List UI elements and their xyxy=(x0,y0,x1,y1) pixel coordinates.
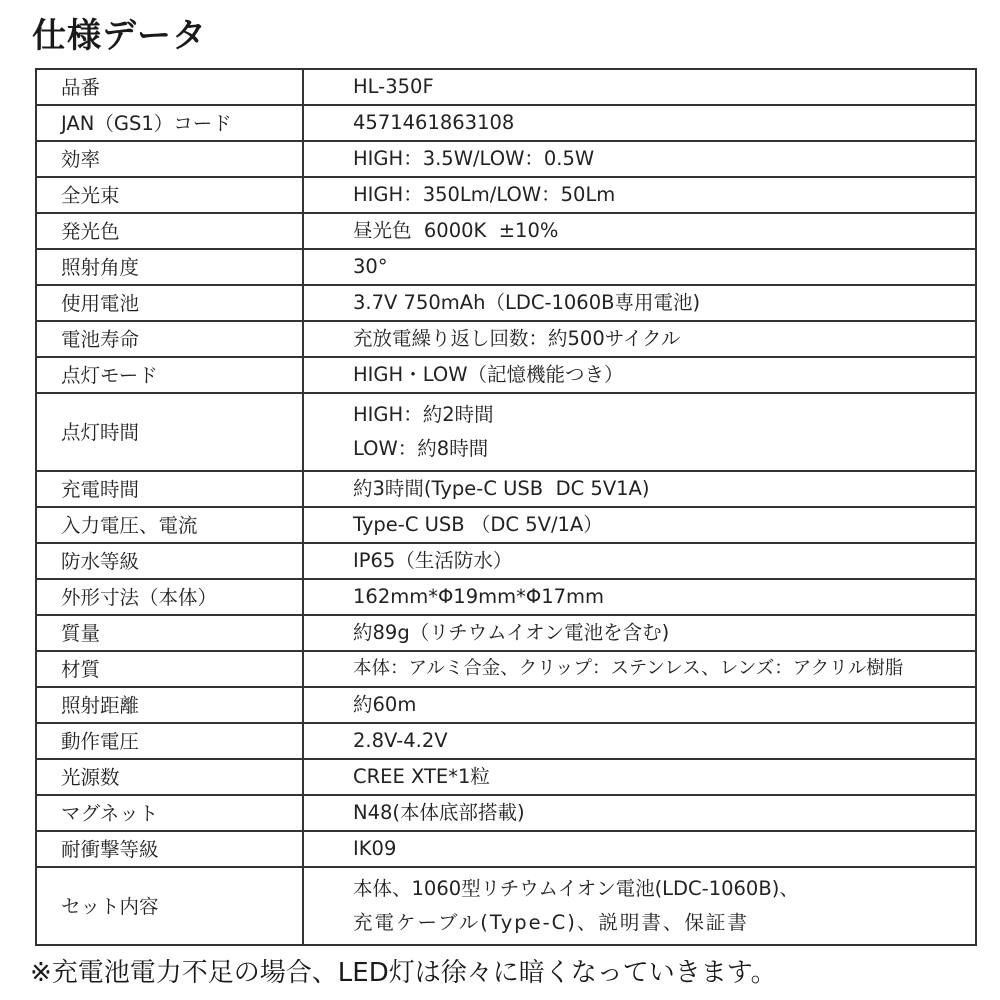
spec-value xyxy=(303,723,976,759)
table-row xyxy=(36,249,976,285)
spec-label: 点灯時間 xyxy=(36,393,303,471)
spec-label: JAN（GS1）コード xyxy=(36,105,303,141)
spec-value-line: CREE XTE*1粒 xyxy=(353,765,490,788)
spec-value-line: 2.8V-4.2V xyxy=(353,729,448,752)
spec-label: 質量 xyxy=(36,615,303,651)
spec-label: 動作電圧 xyxy=(36,723,303,759)
spec-value xyxy=(303,615,976,651)
spec-value xyxy=(303,249,976,285)
page-title: 仕様データ xyxy=(32,16,207,56)
spec-value xyxy=(303,321,976,357)
table-row xyxy=(36,615,976,651)
footnote: ※充電池電力不足の場合、LED灯は徐々に暗くなっていきます。 xyxy=(30,958,777,988)
spec-table-body xyxy=(36,69,976,945)
spec-value-line: 充電ケーブル(Type-C)、説明書、保証書 xyxy=(353,911,749,934)
spec-value xyxy=(303,393,976,471)
spec-label: 照射角度 xyxy=(36,249,303,285)
spec-label: 使用電池 xyxy=(36,285,303,321)
spec-value xyxy=(303,543,976,579)
table-row xyxy=(36,393,976,471)
spec-label: 充電時間 xyxy=(36,471,303,507)
table-row xyxy=(36,759,976,795)
spec-label: 品番 xyxy=(36,69,303,105)
table-row xyxy=(36,105,976,141)
table-row xyxy=(36,141,976,177)
spec-value xyxy=(303,795,976,831)
spec-label: 点灯モード xyxy=(36,357,303,393)
spec-value-line: HL-350F xyxy=(353,75,434,98)
spec-value xyxy=(303,357,976,393)
spec-value xyxy=(303,831,976,867)
table-row xyxy=(36,723,976,759)
spec-value xyxy=(303,867,976,945)
spec-value-line: 充放電繰り返し回数：約500サイクル xyxy=(353,327,681,350)
spec-value-line: HIGH・LOW（記憶機能つき） xyxy=(353,363,624,386)
table-row xyxy=(36,687,976,723)
table-row xyxy=(36,357,976,393)
spec-value-line: 4571461863108 xyxy=(353,111,515,134)
spec-value xyxy=(303,651,976,687)
spec-value xyxy=(303,579,976,615)
spec-label: セット内容 xyxy=(36,867,303,945)
table-row xyxy=(36,651,976,687)
spec-value-line: 30° xyxy=(353,255,388,278)
table-row xyxy=(36,213,976,249)
spec-label: 光源数 xyxy=(36,759,303,795)
spec-value xyxy=(303,687,976,723)
table-row xyxy=(36,471,976,507)
spec-value xyxy=(303,69,976,105)
spec-value-line: Type-C USB （DC 5V/1A） xyxy=(353,513,603,536)
table-row xyxy=(36,321,976,357)
spec-value-line: 約89g（リチウムイオン電池を含む) xyxy=(353,621,670,644)
table-row xyxy=(36,177,976,213)
spec-label: 外形寸法（本体） xyxy=(36,579,303,615)
table-row xyxy=(36,795,976,831)
spec-value-line: HIGH：約2時間 xyxy=(353,403,494,426)
spec-value xyxy=(303,471,976,507)
spec-value xyxy=(303,105,976,141)
spec-value xyxy=(303,507,976,543)
spec-value xyxy=(303,213,976,249)
spec-value-line: IK09 xyxy=(353,837,397,860)
table-row xyxy=(36,831,976,867)
spec-label: 耐衝撃等級 xyxy=(36,831,303,867)
spec-value-line: 約3時間(Type-C USB DC 5V1A) xyxy=(353,477,650,500)
spec-label: マグネット xyxy=(36,795,303,831)
table-row xyxy=(36,579,976,615)
table-row xyxy=(36,285,976,321)
spec-value-line: 162mm*Φ19mm*Φ17mm xyxy=(353,585,605,608)
table-row xyxy=(36,69,976,105)
spec-value xyxy=(303,285,976,321)
spec-value xyxy=(303,177,976,213)
spec-value-line: HIGH：3.5W/LOW：0.5W xyxy=(353,147,595,170)
spec-label: 防水等級 xyxy=(36,543,303,579)
spec-label: 材質 xyxy=(36,651,303,687)
spec-value-line: N48(本体底部搭載) xyxy=(353,801,525,824)
spec-value-line: LOW：約8時間 xyxy=(353,437,489,460)
spec-value-line: HIGH：350Lm/LOW：50Lm xyxy=(353,183,616,206)
spec-value xyxy=(303,141,976,177)
spec-table xyxy=(35,68,977,946)
spec-value-line: 本体、1060型リチウムイオン電池(LDC-1060B)、 xyxy=(353,877,799,900)
spec-label: 効率 xyxy=(36,141,303,177)
spec-value xyxy=(303,759,976,795)
spec-value-line: 昼光色 6000K ±10% xyxy=(353,219,559,242)
spec-label: 入力電圧、電流 xyxy=(36,507,303,543)
spec-label: 全光束 xyxy=(36,177,303,213)
spec-value-line: 約60m xyxy=(353,693,417,716)
spec-value-line: 本体：アルミ合金、クリップ：ステンレス、レンズ：アクリル樹脂 xyxy=(353,658,904,679)
spec-value-line: 3.7V 750mAh（LDC-1060B専用電池) xyxy=(353,291,701,314)
table-row xyxy=(36,867,976,945)
table-row xyxy=(36,507,976,543)
spec-label: 発光色 xyxy=(36,213,303,249)
table-row xyxy=(36,543,976,579)
spec-value-line: IP65（生活防水） xyxy=(353,549,513,572)
spec-label: 照射距離 xyxy=(36,687,303,723)
spec-label: 電池寿命 xyxy=(36,321,303,357)
